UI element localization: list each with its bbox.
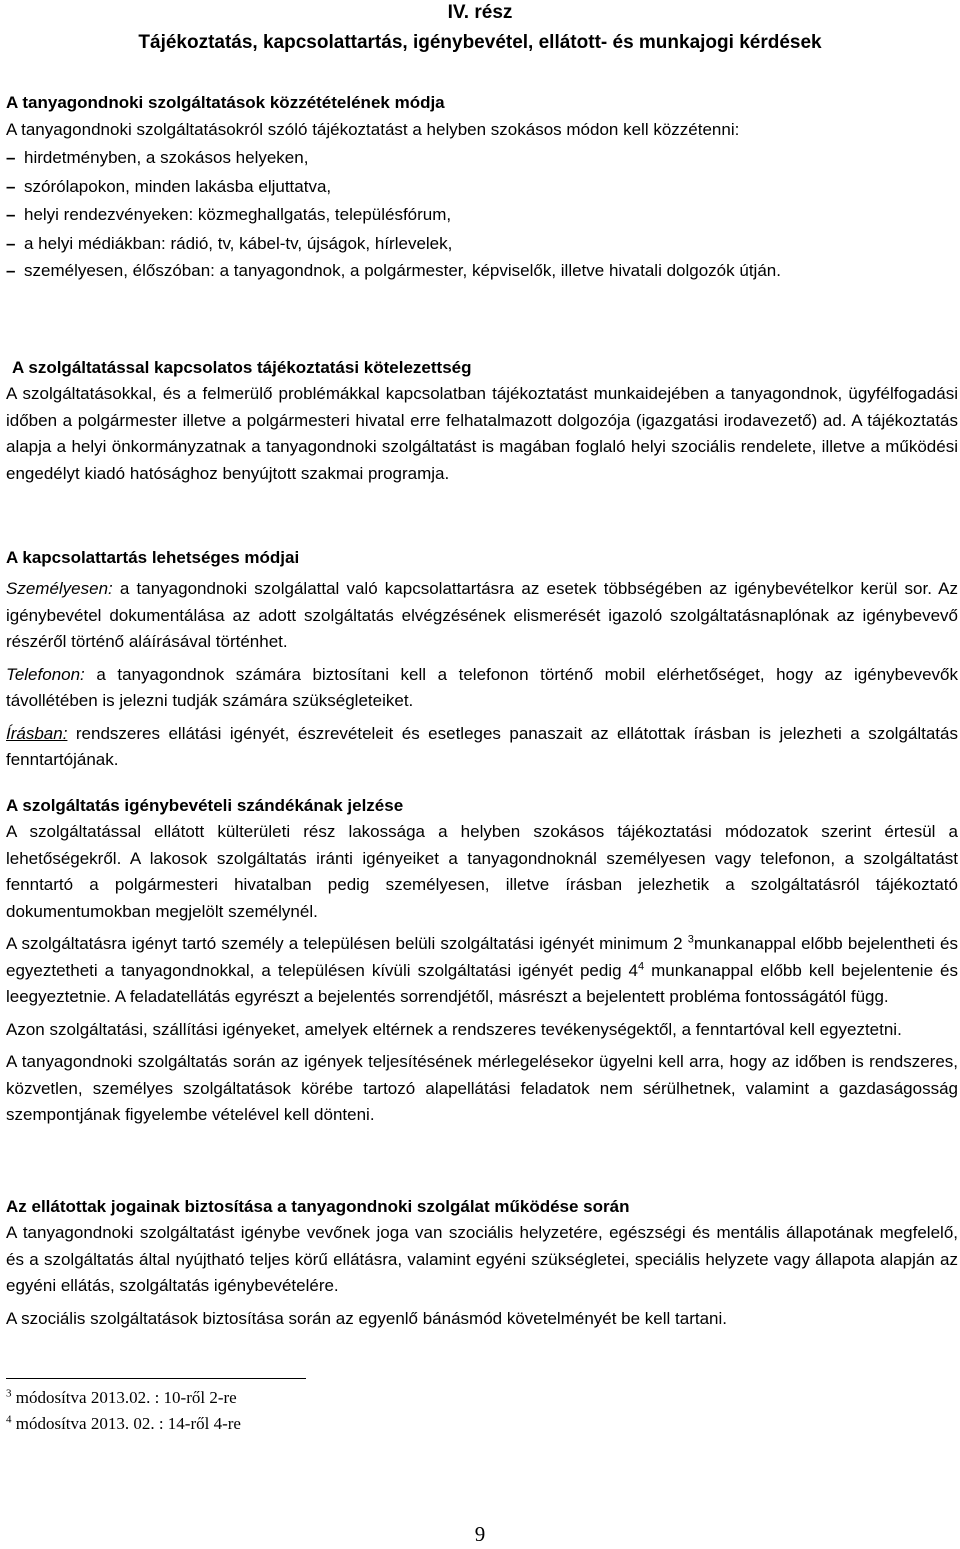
paragraph: A tanyagondnoki szolgáltatásokról szóló tájékoztatást a helyben szokásos módon kell közzétenni: [6, 120, 740, 139]
part-heading: IV. rész [447, 2, 513, 23]
section-service-request [6, 793, 958, 1135]
term-label: Telefonon: [6, 664, 85, 684]
section-heading: A tanyagondnoki szolgáltatások közzétételének módja [6, 93, 445, 112]
paragraph: A szolgáltatásokkal, és a felmerülő problémákkal kapcsolatban tájékoztatást munkaidejében a tanyagondnok, ügyfélfogadási időben a polgármester illetve a polgármesteri hivatal erre felhatalmazott dolgozója (igazgatási irodavezető) ad. A tájékoztatás alapja a helyi önkormányzatnak a tanyagondnoki szolgáltatást is magában foglaló helyi szociális rendelete, illetve a működési engedélyt kiadó hatósághoz benyújtott szakmai programja. [6, 384, 958, 483]
section-heading: A kapcsolattartás lehetséges módjai [6, 548, 300, 567]
term-label: Személyesen: [6, 579, 113, 598]
page-number: 9 [474, 1522, 486, 1546]
footnote-ref: 3 [687, 933, 694, 946]
section-heading: Az ellátottak jogainak biztosítása a tanyagondnoki szolgálat működése során [6, 1197, 630, 1216]
paragraph-text: rendszeres ellátási igényét, észrevételeit és esetleges panaszait az ellátottak írásban is jelezheti a szolgáltatás fenntartójának. [6, 723, 958, 769]
paragraph-text: a tanyagondnoki szolgálattal való kapcsolattartásra az esetek többségében az igénybevételkor kerül sor. Az igénybevétel dokumentálása az adott szolgáltatás elvégzésének elismerését igazoló szolgáltatásnaplónak az igénybevevő részéről történő aláírásával történhet. [6, 579, 958, 651]
paragraph: Azon szolgáltatási, szállítási igényeket, amelyek eltérnek a rendszeres tevékenységektől, a fenntartóval kell egyeztetni. [6, 1019, 902, 1039]
paragraph [6, 662, 958, 715]
footnote-text: módosítva 2013. 02. : 14-ről 4-re [11, 1414, 241, 1433]
footnote-number: 4 [6, 1413, 12, 1426]
footnote-number: 3 [6, 1387, 12, 1400]
section-publication [6, 90, 958, 284]
paragraph [6, 576, 958, 656]
section-heading: A szolgáltatással kapcsolatos tájékoztatási kötelezettség [12, 358, 472, 377]
footnote-text: módosítva 2013.02. : 10-ről 2-re [11, 1388, 237, 1407]
paragraph: A tanyagondnoki szolgáltatást igénybe vevőnek joga van szociális helyzetére, egészségi és mentális állapotának megfelelő, és a szolgáltatás által nyújtható teljes körű ellátásra, valamint egyéni szükségletei, speciális helyzete vagy állapota alapján az egyéni ellátás, szolgáltatás igénybevételére. [6, 1223, 958, 1295]
section-information-duty [6, 355, 958, 493]
footnote [6, 1387, 237, 1409]
footnote-separator [6, 1378, 306, 1379]
paragraph [6, 931, 958, 1011]
chapter-title: Tájékoztatás, kapcsolattartás, igénybevétel, ellátott- és munkajogi kérdések [138, 32, 822, 53]
paragraph: A tanyagondnoki szolgáltatás során az igények teljesítésének mérlegelésekor ügyelni kell arra, hogy az időben is rendszeres, közvetlen, személyes szolgáltatások körébe tartozó alapellátási feladatok nem sérülhetnek, valamint a gazdaságosság szempontjának figyelembe vételével kell dönteni. [6, 1052, 958, 1124]
paragraph-text: a tanyagondnok számára biztosítani kell a telefonon történő mobil elérhetőséget, hogy az igénybevevők távollétében is jelezni tudják számára szükségleteiket. [6, 664, 958, 710]
paragraph [6, 721, 958, 774]
footnote [6, 1413, 241, 1435]
paragraph-text: A szolgáltatásra igényt tartó személy a településen belüli szolgáltatási igényét minimum 2 [6, 934, 688, 953]
paragraph-text: munkanappal előbb kell bejelentenie és leegyeztetnie. A feladatellátás egyrészt a bejelentés sorrendjétől, másrészt a bejelentett probléma fontosságától függ. [6, 960, 958, 1006]
list-item: – szórólapokon, minden lakásba eljuttatva, [6, 173, 958, 202]
paragraph-text: munkanappal előbb bejelentheti és egyeztetheti a tanyagondnokkal, a településen kívüli szolgáltatási igényét pedig 4 [6, 934, 958, 980]
paragraph: A szolgáltatással ellátott külterületi rész lakossága a helyben szokásos tájékoztatási módozatok szerint értesül a lehetőségekről. A lakosok szolgáltatás iránti igényeiket a tanyagondnoknál személyesen vagy telefonon, a szolgáltatást fenntartó a polgármesteri hivatalban pedig személyesen, illetve írásban jelezhetik a szolgáltatásról tájékoztató dokumentumokban megjelölt személynél. [6, 822, 958, 921]
list-item: – hirdetményben, a szokásos helyeken, [6, 144, 958, 173]
term-label: Írásban: [6, 723, 68, 743]
section-heading: A szolgáltatás igénybevételi szándékának jelzése [6, 796, 404, 815]
section-client-rights [6, 1194, 958, 1338]
section-contact-methods [6, 545, 958, 780]
list-item: – a helyi médiákban: rádió, tv, kábel-tv, újságok, hírlevelek, [6, 230, 958, 259]
list-item: – helyi rendezvényeken: közmeghallgatás, településfórum, [6, 201, 958, 230]
paragraph: A szociális szolgáltatások biztosítása során az egyenlő bánásmód követelményét be kell tartani. [6, 1308, 728, 1328]
list-item: – személyesen, élőszóban: a tanyagondnok, a polgármester, képviselők, illetve hivatali dolgozók útján. [6, 258, 958, 284]
footnote-ref: 4 [638, 959, 645, 972]
